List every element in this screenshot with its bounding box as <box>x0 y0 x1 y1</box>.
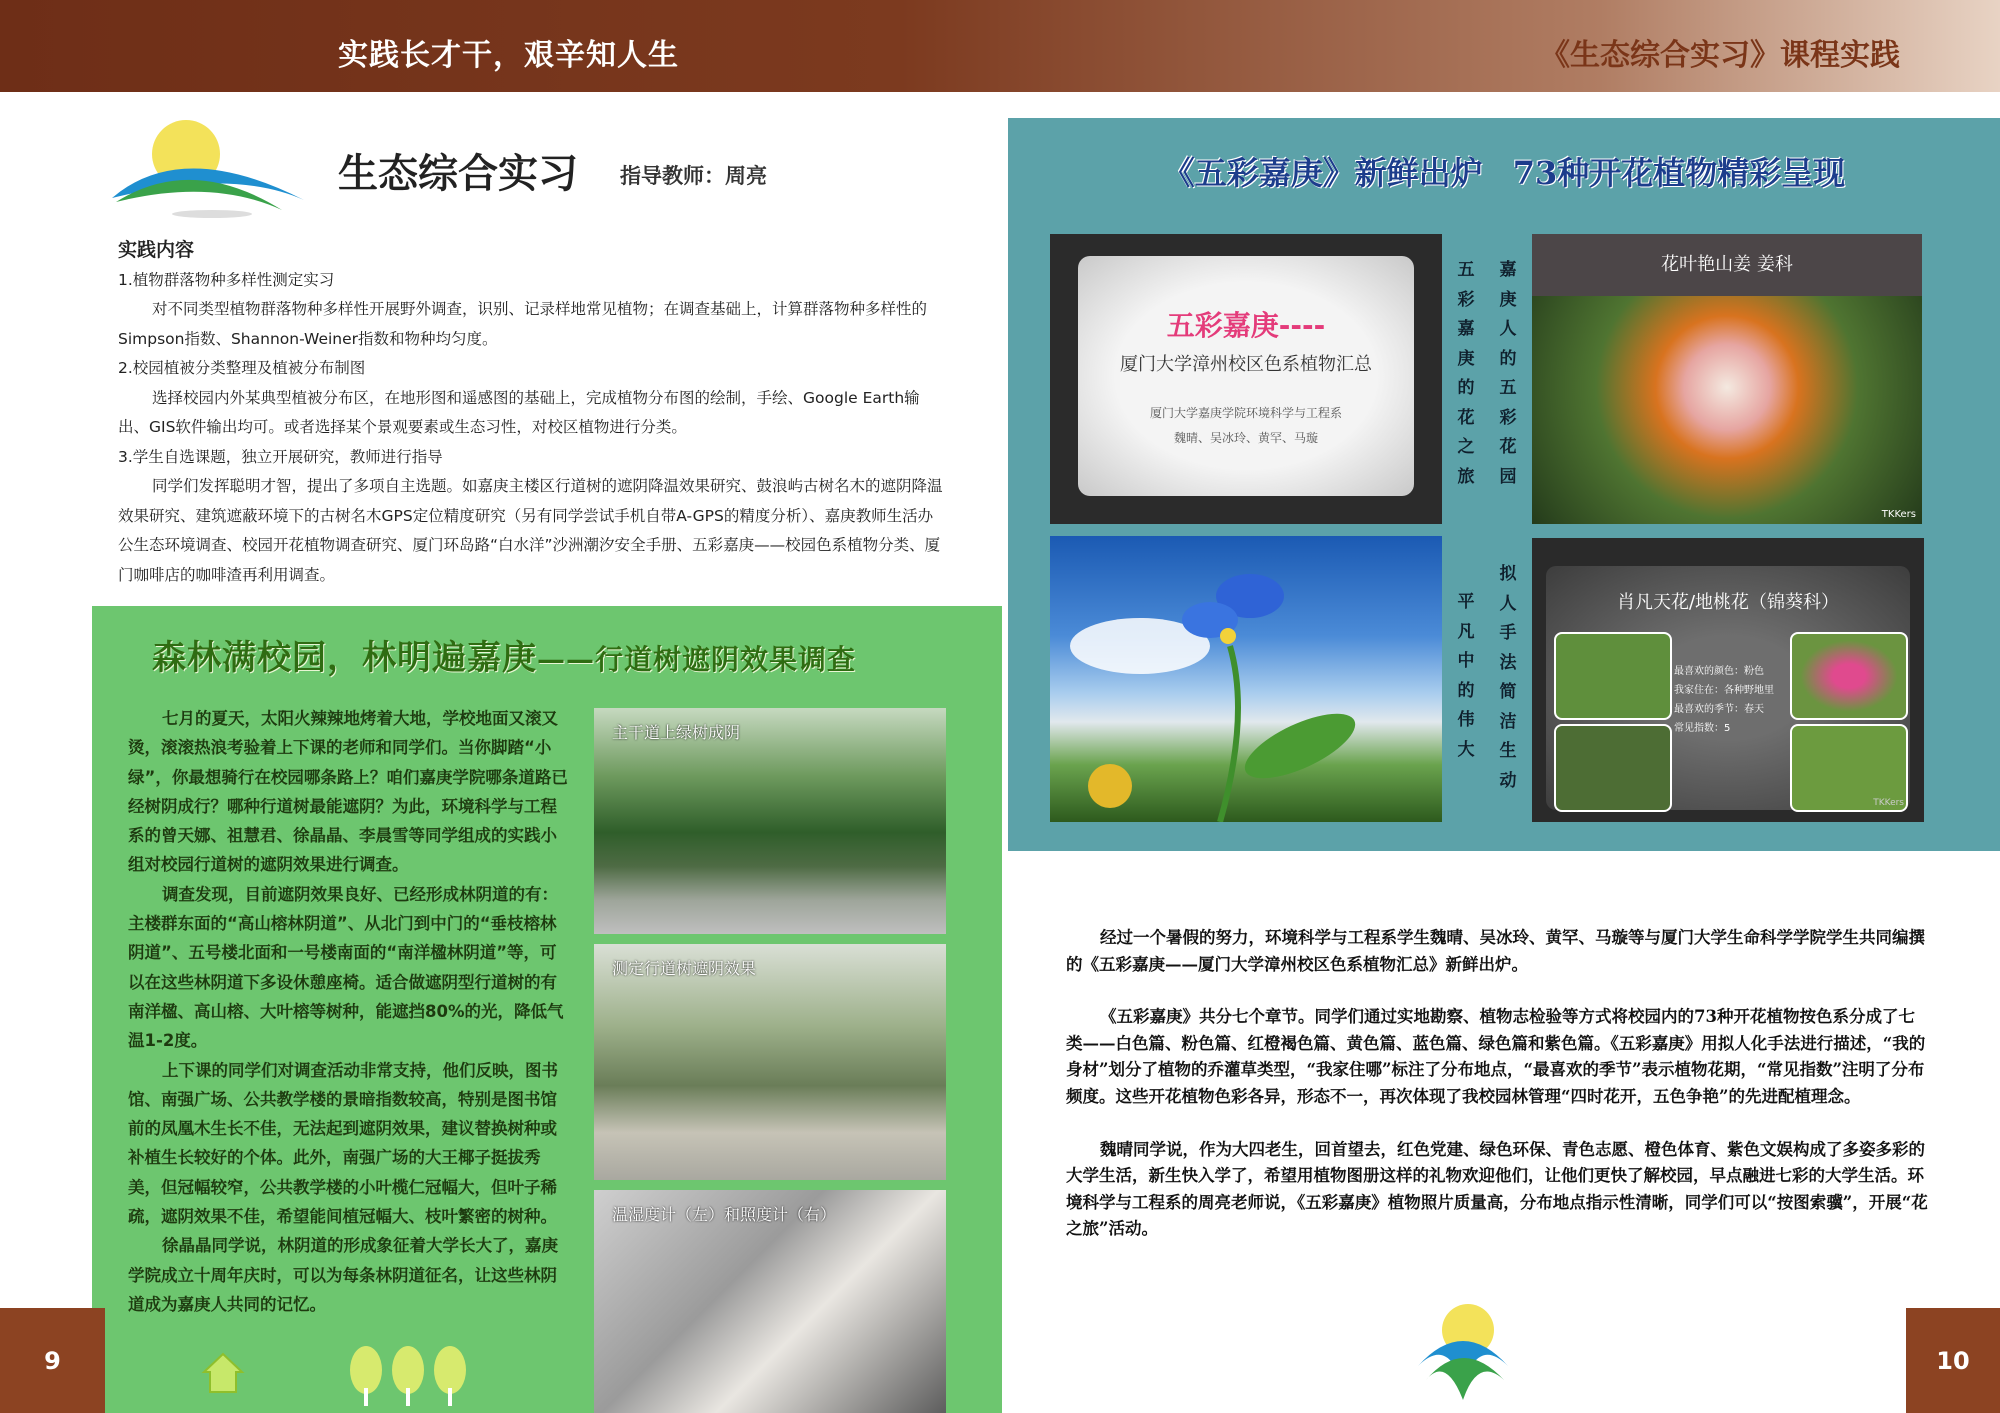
top-banner <box>0 0 2000 92</box>
banner-course-title: 《生态综合实习》课程实践 <box>1540 38 1900 73</box>
blue-flower-photo <box>1050 536 1442 822</box>
book-cover-slide <box>1050 234 1442 524</box>
ginger-flower-photo <box>1532 296 1922 524</box>
book-subtitle: 厦门大学漳州校区色系植物汇总 <box>1120 354 1372 375</box>
practice-item-title: 2.校园植被分类整理及植被分布制图 <box>118 359 366 377</box>
feature-paragraph: 徐晶晶同学说，林阴道的形成象征着大学长大了，嘉庚学院成立十周年庆时，可以为每条林阴道征名，让这些林阴道成为嘉庚人共同的记忆。 <box>128 1236 558 1314</box>
plant-thumbnail <box>1554 724 1672 812</box>
sun-grass-logo <box>1408 1296 1518 1408</box>
article-paragraph: 经过一个暑假的努力，环境科学与工程系学生魏晴、吴冰玲、黄罕、马璇等与厦门大学生命科学学院学生共同编撰的《五彩嘉庚——厦门大学漳州校区色系植物汇总》新鲜出炉。 <box>1066 928 1925 974</box>
plant-fact: 常见指数：5 <box>1674 723 1731 734</box>
slide-title: 肖凡天花/地桃花（锦葵科） <box>1616 592 1840 613</box>
tree-avenue-photo <box>594 708 946 934</box>
plant-facts-list <box>1674 662 1774 738</box>
vertical-caption-1: 五彩嘉庚的花之旅 <box>1457 260 1475 487</box>
practice-item-title: 1.植物群落物种多样性测定实习 <box>118 270 335 289</box>
plant-fact: 最喜欢的颜色：粉色 <box>1674 666 1764 677</box>
feature-paragraph: 七月的夏天，太阳火辣辣地烤着大地，学校地面又滚又烫，滚滚热浪考验着上下课的老师和同学们。当你脚踏“小绿”，你最想骑行在校园哪条路上？咱们嘉庚学院哪条道路已经树阴成行？哪种行道树最能遮阴？为此，环境科学与工程系的曾天娜、祖慧君、徐晶晶、李晨雪等同学组成的实践小组对校园行道树的遮阴效果进行调查。 <box>128 709 568 875</box>
feature-title <box>152 630 856 679</box>
vertical-caption-4: 拟人手法简洁生动 <box>1499 564 1517 791</box>
article-body <box>1066 925 1930 1269</box>
photo-credit: TKKers <box>1873 798 1904 808</box>
sun-hill-logo <box>112 118 304 218</box>
mallow-slide <box>1532 538 1924 822</box>
panel-title-1: 《五彩嘉庚》新鲜出炉 <box>1162 154 1483 192</box>
blue-flower-illustration <box>1050 536 1442 822</box>
article-paragraph: 魏晴同学说，作为大四老生，回首望去，红色党建、绿色环保、青色志愿、橙色体育、紫色文娱构成了多姿多彩的大学生活，新生快入学了，希望用植物图册这样的礼物欢迎他们，让他们更快了解校园，早点融进七彩的大学生活。环境科学与工程系的周亮老师说，《五彩嘉庚》植物照片质量高，分布地点指示性清晰，同学们可以“按图索骥”，开展“花之旅”活动。 <box>1066 1139 1928 1239</box>
photo-caption: 测定行道树遮阴效果 <box>612 959 757 978</box>
plant-book-panel <box>1008 118 2000 851</box>
practice-item-title: 3.学生自选课题，独立开展研究，教师进行指导 <box>118 447 443 466</box>
book-title: 五彩嘉庚---- <box>1166 309 1326 342</box>
book-authors: 魏晴、吴冰玲、黄罕、马璇 <box>1173 431 1318 445</box>
vertical-caption-2: 嘉庚人的五彩花园 <box>1499 260 1517 487</box>
vertical-caption-3: 平凡中的伟大 <box>1457 592 1475 760</box>
feature-panel <box>92 606 1002 1413</box>
photo-caption: 主干道上绿树成阴 <box>612 723 741 742</box>
panel-title-2: 73种开花植物精彩呈现 <box>1512 154 1846 192</box>
practice-item-body: 选择校园内外某典型植被分布区，在地形图和遥感图的基础上，完成植物分布图的绘制，手绘、Google Earth输出、GIS软件输出均可。或者选择某个景观要素或生态习性，对校区植物进行分类。 <box>118 388 920 436</box>
teacher-label: 指导教师：周亮 <box>620 163 767 188</box>
feature-title-sub: ——行道树遮阴效果调查 <box>537 643 857 676</box>
feature-body <box>128 704 568 1319</box>
tree-icons <box>344 1344 474 1408</box>
measuring-shade-photo <box>594 944 946 1180</box>
book-department: 厦门大学嘉庚学院环境科学与工程系 <box>1149 406 1342 420</box>
photo-credit: TKKers <box>1881 509 1916 520</box>
feature-paragraph: 调查发现，目前遮阴效果良好、已经形成林阴道的有：主楼群东面的“高山榕林阴道”、从北门到中门的“垂枝榕林阴道”、五号楼北面和一号楼南面的“南洋楹林阴道”等，可以在这些林阴道下多设休憩座椅。适合做遮阴型行道树的有南洋楹、高山榕、大叶榕等树种，能遮挡80%的光，降低气温1-2度。 <box>128 884 564 1051</box>
home-icon[interactable] <box>200 1350 246 1396</box>
feature-title-main: 森林满校园，林明遍嘉庚 <box>152 638 537 678</box>
practice-item-body: 对不同类型植物群落物种多样性开展野外调查，识别、记录样地常见植物；在调查基础上，计算群落物种多样性的Simpson指数、Shannon-Weiner指数和物种均匀度。 <box>118 300 928 348</box>
practice-heading: 实践内容 <box>118 239 195 261</box>
feature-paragraph: 上下课的同学们对调查活动非常支持，他们反映，图书馆、南强广场、公共教学楼的景暗指数较高，特别是图书馆前的凤凰木生长不佳，无法起到遮阴效果，建议替换树种或补植生长较好的个体。此外，南强广场的大王椰子挺拔秀美，但冠幅较窄，公共教学楼的小叶榄仁冠幅大，但叶子稀疏，遮阴效果不佳，希望能间植冠幅大、枝叶繁密的树种。 <box>128 1060 558 1227</box>
instruments-photo <box>594 1190 946 1413</box>
page-number-left: 9 <box>0 1308 105 1413</box>
practice-section <box>118 236 948 590</box>
article-paragraph: 《五彩嘉庚》共分七个章节。同学们通过实地勘察、植物志检验等方式将校园内的73种开花植物按色系分成了七类——白色篇、粉色篇、红橙褐色篇、黄色篇、蓝色篇、绿色篇和紫色篇。《五彩嘉庚》用拟人化手法进行描述，“我的身材”划分了植物的乔灌草类型，“我家住哪”标注了分布地点，“最喜欢的季节”表示植物花期，“常见指数”注明了分布频度。这些开花植物色彩各异，形态不一，再次体现了我校园林管理“四时花开，五色争艳”的先进配植理念。 <box>1066 1007 1926 1106</box>
book-cover-frame <box>1078 256 1414 496</box>
plant-fact: 最喜欢的季节：春天 <box>1674 704 1764 715</box>
page-number-right: 10 <box>1906 1308 2000 1413</box>
plant-fact: 我家住在：各种野地里 <box>1674 685 1774 696</box>
ginger-flower-slide <box>1532 234 1922 524</box>
practice-item-body: 同学们发挥聪明才智，提出了多项自主选题。如嘉庚主楼区行道树的遮阴降温效果研究、鼓浪屿古树名木的遮阴降温效果研究、建筑遮蔽环境下的古树名木GPS定位精度研究（另有同学尝试手机自带A-GPS的精度分析）、嘉庚教师生活办公生态环境调查、校园开花植物调查研究、厦门环岛路“白水洋”沙洲潮汐安全手册、五彩嘉庚——校园色系植物分类、厦门咖啡店的咖啡渣再利用调查。 <box>118 477 943 584</box>
slide-header: 花叶艳山姜 姜科 <box>1532 234 1922 296</box>
photo-caption: 温湿度计（左）和照度计（右） <box>612 1205 837 1224</box>
panel-title <box>1008 148 2000 194</box>
page-title: 生态综合实习 <box>338 150 578 197</box>
plant-thumbnail <box>1790 632 1908 720</box>
plant-thumbnail <box>1554 632 1672 720</box>
banner-slogan: 实践长才干，艰辛知人生 <box>338 38 679 73</box>
mallow-frame <box>1546 566 1910 810</box>
